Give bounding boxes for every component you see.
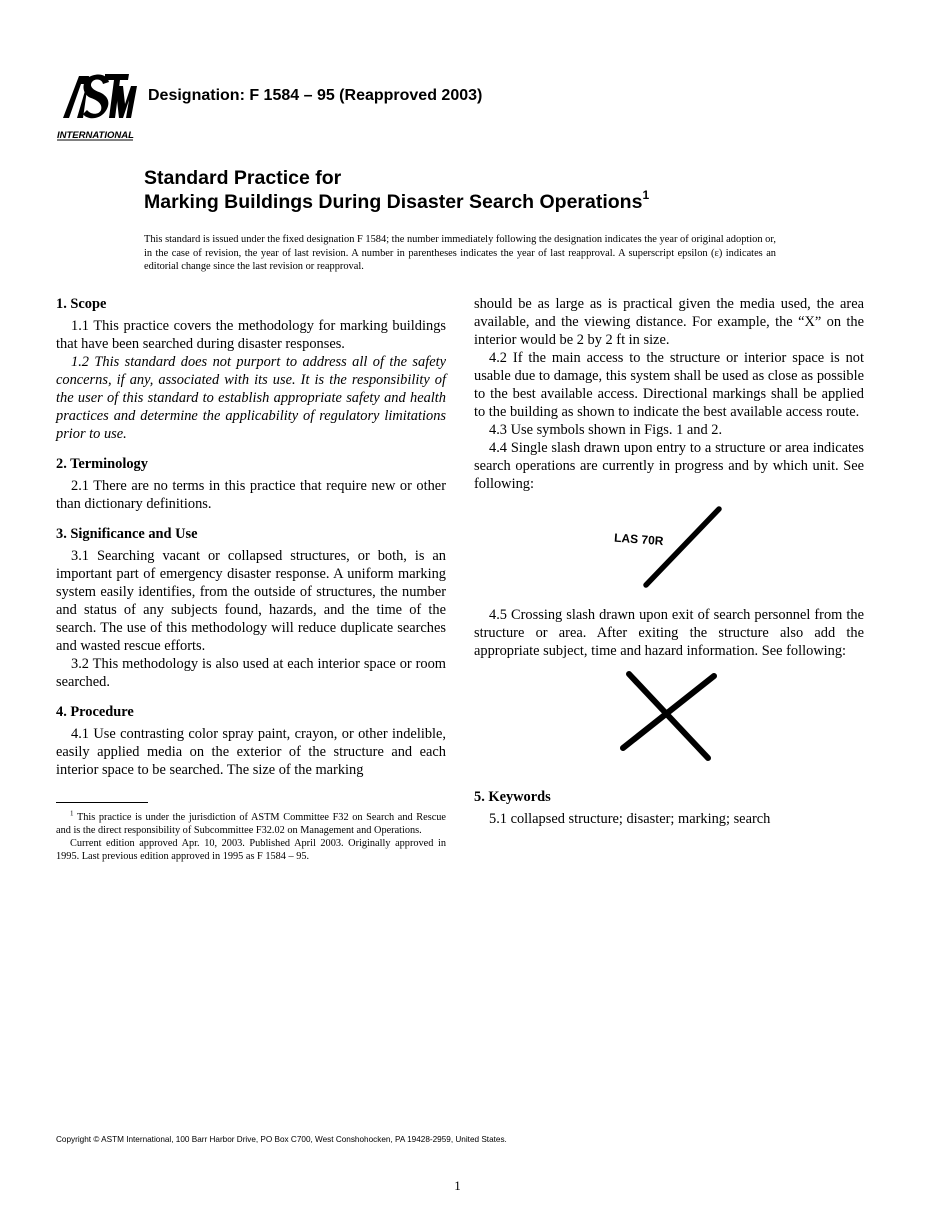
- paragraph-4-1-start: 4.1 Use contrasting color spray paint, crayon, or other indelible, easily applied media on the exterior of the structure and each interior space to be searched. The size of the marking: [56, 726, 446, 778]
- copyright-notice: Copyright © ASTM International, 100 Barr Harbor Drive, PO Box C700, West Conshohocken, PA 19428-2959, United States.: [56, 1135, 507, 1144]
- title-line-2-text: Marking Buildings During Disaster Search Operations: [144, 191, 643, 213]
- left-column: [56, 295, 446, 779]
- standard-notice: This standard is issued under the fixed designation F 1584; the number immediately following the designation indicates the year of original adoption or, in the case of revision, the year of last revision. A number in parentheses indicates the year of last reapproval. A superscript epsilon (ε) indicates an editorial change since the last revision or reapproval.: [144, 234, 776, 272]
- section-heading-significance: 3. Significance and Use: [56, 526, 198, 542]
- paragraph-1-2: 1.2 This standard does not purport to address all of the safety concerns, if any, associated with its use. It is the responsibility of the user of this standard to establish appropriate safety and health practices and determine the applicability of regulatory limitations prior to use.: [56, 354, 446, 442]
- right-column: [474, 295, 864, 828]
- paragraph-4-1-cont: should be as large as is practical given the media used, the area available, and the viewing distance. For example, the “X” on the interior would be 2 by 2 ft in size.: [474, 296, 864, 348]
- document-title: [144, 166, 649, 214]
- paragraph-3-2: 3.2 This methodology is also used at each interior space or room searched.: [56, 656, 446, 690]
- footnote-mark: 1: [70, 809, 74, 818]
- section-heading-terminology: 2. Terminology: [56, 456, 148, 472]
- title-footnote-mark: 1: [642, 187, 650, 202]
- logo-subtext: INTERNATIONAL: [57, 130, 134, 141]
- section-heading-keywords: 5. Keywords: [474, 789, 551, 805]
- section-heading-procedure: 4. Procedure: [56, 704, 134, 720]
- paragraph-4-2: 4.2 If the main access to the structure or interior space is not usable due to damage, this system shall be used as close as possible to the best available access. Directional markings shall be applied to the building as shown to indicate the best available access route.: [474, 350, 864, 420]
- designation: Designation: F 1584 – 95 (Reapproved 2003): [148, 87, 483, 104]
- paragraph-4-5: 4.5 Crossing slash drawn upon exit of search personnel from the structure or area. After exiting the structure also add the appropriate subject, time and hazard information. See following:: [474, 607, 864, 659]
- title-line-2: [144, 187, 650, 214]
- footnotes: [56, 811, 446, 863]
- astm-international-logo: [57, 70, 137, 142]
- crossing-slash-marking: [474, 668, 864, 766]
- figure-single-slash: [474, 503, 864, 591]
- paragraph-1-1: 1.1 This practice covers the methodology for marking buildings that have been searched during disaster responses.: [56, 318, 446, 352]
- slash-unit-label: LAS 70R: [613, 530, 664, 549]
- paragraph-2-1: 2.1 There are no terms in this practice that require new or other than dictionary definitions.: [56, 478, 446, 512]
- footnote-1: [56, 811, 446, 837]
- footnote-2: Current edition approved Apr. 10, 2003. Published April 2003. Originally approved in 1995. Last previous edition approved in 1995 as F 1584 – 95.: [56, 838, 446, 862]
- title-line-1: Standard Practice for: [144, 167, 342, 189]
- paragraph-5-1: 5.1 collapsed structure; disaster; marking; search: [489, 811, 771, 827]
- section-heading-scope: 1. Scope: [56, 296, 107, 312]
- single-slash-marking: [474, 503, 864, 591]
- paragraph-4-3: 4.3 Use symbols shown in Figs. 1 and 2.: [489, 422, 723, 438]
- page-number: 1: [454, 1178, 461, 1193]
- figure-crossing-slash: [474, 668, 864, 766]
- footnote-divider: [56, 802, 148, 803]
- footnote-1-text: This practice is under the jurisdiction of ASTM Committee F32 on Search and Rescue and is the direct responsibility of Subcommittee F32.02 on Management and Operations.: [56, 812, 446, 836]
- paragraph-3-1: 3.1 Searching vacant or collapsed structures, or both, is an important part of emergency disaster response. A uniform marking system easily identifies, from the outside of structures, the number and status of any subjects found, hazards, and the time of the search. The use of this methodology will reduce duplicate searches and wasted rescue efforts.: [56, 548, 446, 654]
- paragraph-4-4: 4.4 Single slash drawn upon entry to a structure or area indicates search operations are currently in progress and by which unit. See following:: [474, 440, 864, 492]
